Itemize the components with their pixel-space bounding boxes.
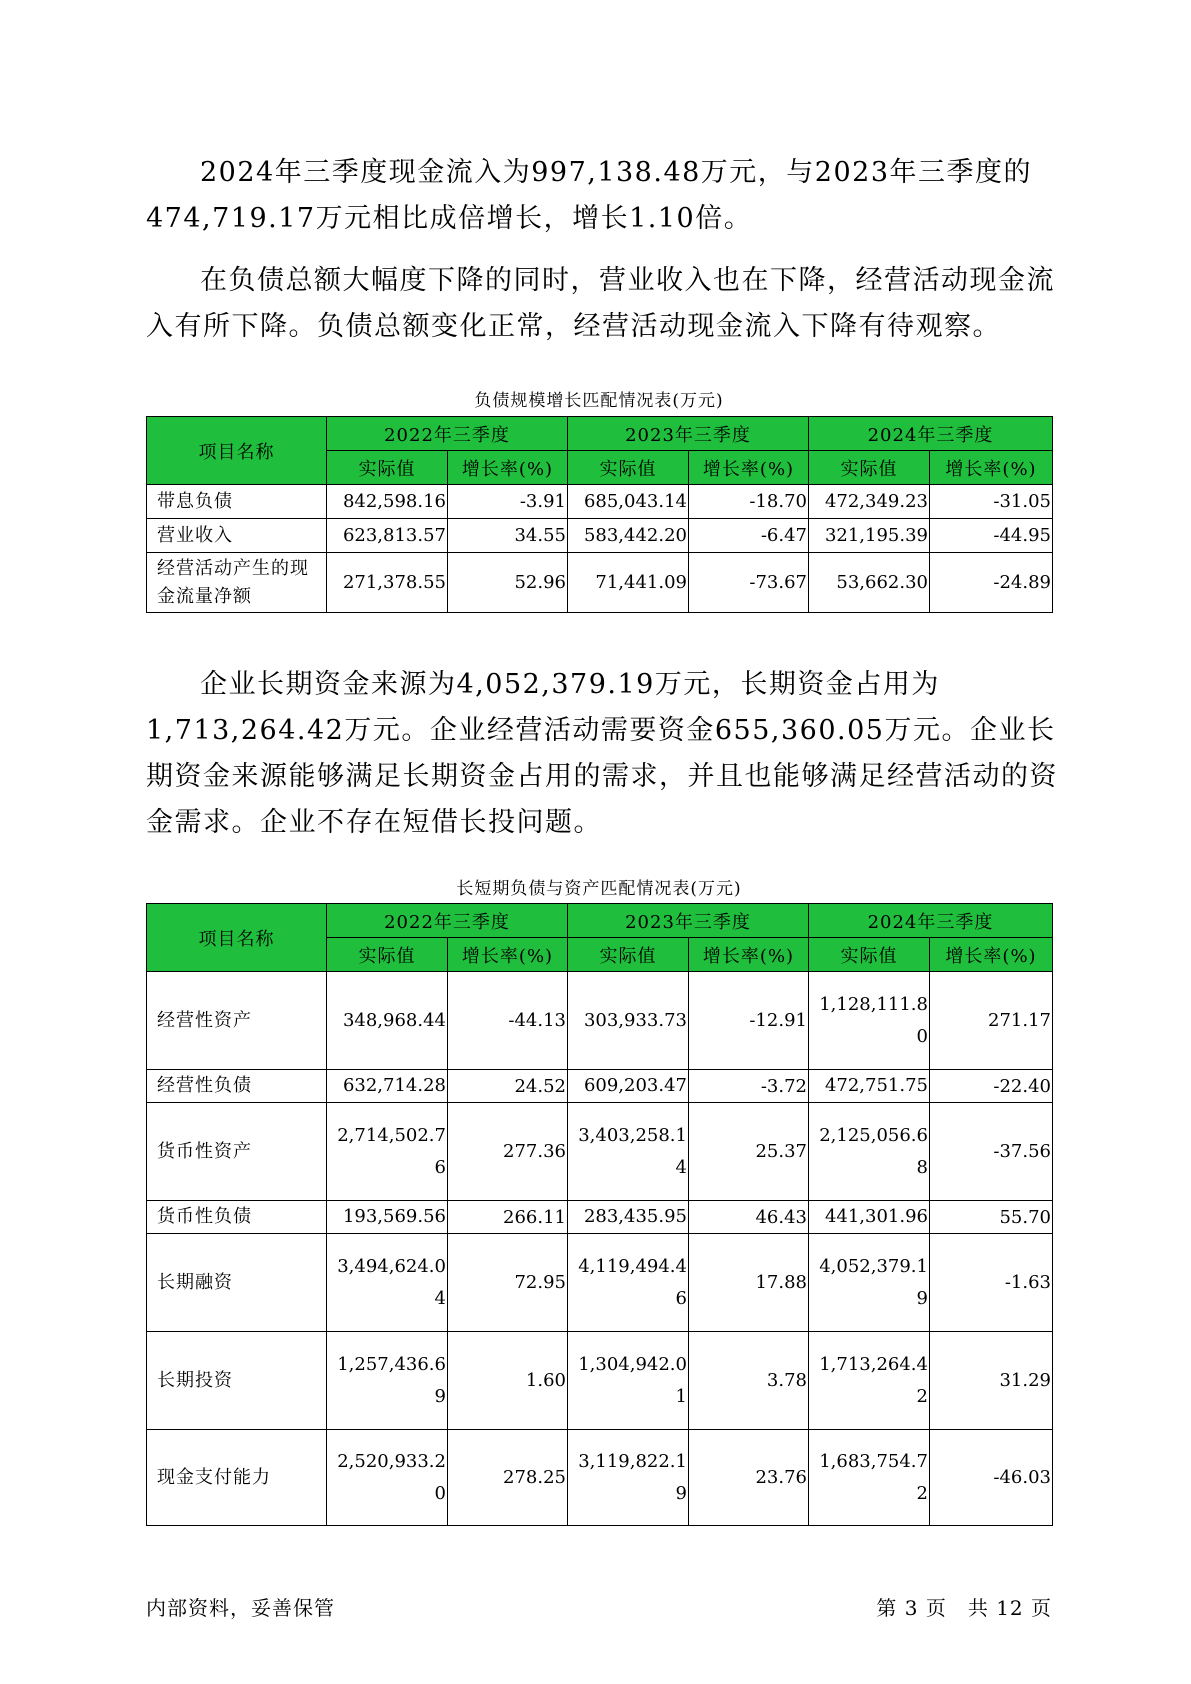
cell-value: 193,569.56 (327, 1201, 448, 1234)
header-actual: 实际值 (809, 451, 930, 485)
header-growth: 增长率(%) (448, 938, 568, 972)
cell-value: -44.13 (448, 972, 568, 1070)
cell-value: 3,403,258.14 (568, 1103, 689, 1201)
header-actual: 实际值 (568, 451, 689, 485)
cell-value: -22.40 (930, 1070, 1053, 1103)
cell-value: 1,713,264.42 (809, 1332, 930, 1430)
cell-value: 278.25 (448, 1430, 568, 1526)
header-actual: 实际值 (568, 938, 689, 972)
paragraph-long-term-funds: 企业长期资金来源为4,052,379.19万元，长期资金占用为1,713,264.42万元。企业经营活动需要资金655,360.05万元。企业长期资金来源能够满足长期资金占用的需求，并且也能够满足经营活动的资金需求。企业不存在短借长投问题。 (146, 669, 1058, 838)
row-name: 经营活动产生的现金流量净额 (147, 553, 327, 613)
header-growth: 增长率(%) (930, 938, 1053, 972)
cell-value: 348,968.44 (327, 972, 448, 1070)
cell-value: -46.03 (930, 1430, 1053, 1526)
cell-value: 3,494,624.04 (327, 1234, 448, 1332)
cell-value: 472,349.23 (809, 485, 930, 519)
page-mid: 页 共 (925, 1596, 989, 1620)
cell-value: 25.37 (689, 1103, 809, 1201)
cell-value: 283,435.95 (568, 1201, 689, 1234)
cell-value: 24.52 (448, 1070, 568, 1103)
cell-value: 632,714.28 (327, 1070, 448, 1103)
cell-value: 1,683,754.72 (809, 1430, 930, 1526)
cell-value: 623,813.57 (327, 519, 448, 553)
table-row (147, 1070, 1053, 1103)
page-suffix: 页 (1031, 1596, 1052, 1620)
cell-value: 609,203.47 (568, 1070, 689, 1103)
cell-value: -73.67 (689, 553, 809, 613)
debt-growth-table (146, 416, 1053, 613)
cell-value: 52.96 (448, 553, 568, 613)
header-actual: 实际值 (327, 938, 448, 972)
cell-value: 53,662.30 (809, 553, 930, 613)
header-period-2024: 2024年三季度 (809, 904, 1053, 938)
row-name: 带息负债 (147, 485, 327, 519)
footer-confidential-note: 内部资料，妥善保管 (146, 1596, 335, 1620)
cell-value: -31.05 (930, 485, 1053, 519)
table-row (147, 485, 1053, 519)
cell-value: 55.70 (930, 1201, 1053, 1234)
table-row (147, 1103, 1053, 1201)
table-row (147, 1430, 1053, 1526)
table-row (147, 519, 1053, 553)
cell-value: 23.76 (689, 1430, 809, 1526)
header-item-name: 项目名称 (147, 904, 327, 972)
header-period-2022: 2022年三季度 (327, 417, 568, 451)
cell-value: 17.88 (689, 1234, 809, 1332)
paragraph-cash-inflow: 2024年三季度现金流入为997,138.48万元，与2023年三季度的474,719.17万元相比成倍增长，增长1.10倍。 (146, 157, 1033, 234)
row-name: 经营性负债 (147, 1070, 327, 1103)
header-growth: 增长率(%) (448, 451, 568, 485)
cell-value: 685,043.14 (568, 485, 689, 519)
table-row (147, 1234, 1053, 1332)
cell-value: -3.91 (448, 485, 568, 519)
cell-value: 34.55 (448, 519, 568, 553)
row-name: 营业收入 (147, 519, 327, 553)
cell-value: 2,520,933.20 (327, 1430, 448, 1526)
paragraph-liability-analysis: 在负债总额大幅度下降的同时，营业收入也在下降，经营活动现金流入有所下降。负债总额变化正常，经营活动现金流入下降有待观察。 (146, 265, 1055, 342)
header-period-2023: 2023年三季度 (568, 904, 809, 938)
cell-value: 31.29 (930, 1332, 1053, 1430)
row-name: 经营性资产 (147, 972, 327, 1070)
cell-value: 1,257,436.69 (327, 1332, 448, 1430)
cell-value: -3.72 (689, 1070, 809, 1103)
table2-caption: 长短期负债与资产匹配情况表(万元) (456, 879, 742, 899)
header-growth: 增长率(%) (689, 451, 809, 485)
cell-value: 71,441.09 (568, 553, 689, 613)
header-period-2024: 2024年三季度 (809, 417, 1053, 451)
cell-value: -24.89 (930, 553, 1053, 613)
table-row (147, 1332, 1053, 1430)
cell-value: -6.47 (689, 519, 809, 553)
header-period-2023: 2023年三季度 (568, 417, 809, 451)
table-row (147, 972, 1053, 1070)
cell-value: 4,119,494.46 (568, 1234, 689, 1332)
cell-value: 842,598.16 (327, 485, 448, 519)
row-name: 现金支付能力 (147, 1430, 327, 1526)
cell-value: 1,304,942.01 (568, 1332, 689, 1430)
cell-value: 3.78 (689, 1332, 809, 1430)
table-row (147, 1201, 1053, 1234)
cell-value: 271.17 (930, 972, 1053, 1070)
header-actual: 实际值 (327, 451, 448, 485)
cell-value: -44.95 (930, 519, 1053, 553)
cell-value: 277.36 (448, 1103, 568, 1201)
row-name: 货币性负债 (147, 1201, 327, 1234)
row-name: 长期投资 (147, 1332, 327, 1430)
cell-value: -1.63 (930, 1234, 1053, 1332)
cell-value: -37.56 (930, 1103, 1053, 1201)
footer-page-indicator (876, 1592, 1052, 1621)
cell-value: 4,052,379.19 (809, 1234, 930, 1332)
page-number: 3 (904, 1596, 919, 1620)
header-growth: 增长率(%) (930, 451, 1053, 485)
cell-value: -12.91 (689, 972, 809, 1070)
cell-value: 472,751.75 (809, 1070, 930, 1103)
cell-value: 2,125,056.68 (809, 1103, 930, 1201)
asset-liability-match-table (146, 903, 1053, 1526)
cell-value: 266.11 (448, 1201, 568, 1234)
row-name: 货币性资产 (147, 1103, 327, 1201)
cell-value: 46.43 (689, 1201, 809, 1234)
cell-value: 2,714,502.76 (327, 1103, 448, 1201)
cell-value: -18.70 (689, 485, 809, 519)
header-item-name: 项目名称 (147, 417, 327, 485)
cell-value: 72.95 (448, 1234, 568, 1332)
page-prefix: 第 (876, 1596, 898, 1620)
cell-value: 271,378.55 (327, 553, 448, 613)
table-row (147, 553, 1053, 613)
header-growth: 增长率(%) (689, 938, 809, 972)
cell-value: 303,933.73 (568, 972, 689, 1070)
cell-value: 1.60 (448, 1332, 568, 1430)
cell-value: 441,301.96 (809, 1201, 930, 1234)
cell-value: 321,195.39 (809, 519, 930, 553)
row-name: 长期融资 (147, 1234, 327, 1332)
cell-value: 1,128,111.80 (809, 972, 930, 1070)
cell-value: 3,119,822.19 (568, 1430, 689, 1526)
cell-value: 583,442.20 (568, 519, 689, 553)
header-actual: 实际值 (809, 938, 930, 972)
header-period-2022: 2022年三季度 (327, 904, 568, 938)
table1-caption: 负债规模增长匹配情况表(万元) (474, 391, 724, 411)
total-pages: 12 (996, 1596, 1024, 1620)
